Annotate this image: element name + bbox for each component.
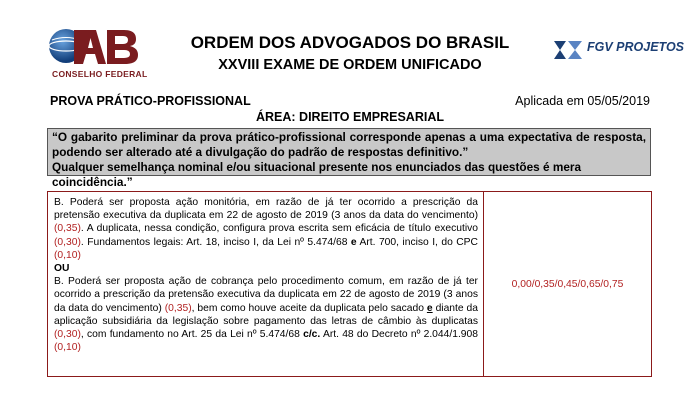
fgv-logo-text: FGV PROJETOS: [587, 40, 685, 54]
points-label: (0,10): [54, 249, 81, 261]
answer-option-monitoria: B. Poderá ser proposta ação monitória, em razão de já ter ocorrido a prescrição da pretensão executiva da duplicata em 22 de agosto de 2019 (3 anos da data do vencimento) (0,35). A duplicata, nessa condição, configura prova escrita sem eficácia de título executivo (0,30). Fundamentos legais: Art. 18, inciso I, da Lei nº 5.474/68 e Art. 700, inciso I, do CPC (0,10): [54, 197, 478, 261]
answer-option-cobranca: B. Poderá ser proposta ação de cobrança pelo procedimento comum, em razão de já ter ocorrido a prescrição da pretensão executiva da duplicata em 22 de agosto de 2019 (3 anos da data do vencimento) (0,35), bem como houve aceite da duplicata pelo sacado e diante da aplicação subsidiária da legislação sobre pagamento das letras de câmbio às duplicatas (0,30), com fundamento no Art. 25 da Lei nº 5.474/68 c/c. Art. 48 do Decreto nº 2.044/1.908 (0,10): [54, 276, 478, 354]
score-distribution: 0,00/0,35/0,45/0,65/0,75: [511, 278, 624, 290]
disclaimer-line: Qualquer semelhança nominal e/ou situacional presente nos enunciados das questões é mera coincidência.”: [52, 160, 582, 189]
disclaimer-line: podendo ser alterado até a divulgação do padrão de respostas definitivo.”: [52, 145, 469, 159]
page-header: [0, 0, 700, 90]
exam-date: Aplicada em 05/05/2019: [515, 94, 650, 108]
or-separator: OU: [54, 263, 70, 275]
exam-type: PROVA PRÁTICO-PROFISSIONAL: [50, 94, 251, 108]
oab-subtitle: CONSELHO FEDERAL: [52, 69, 148, 79]
points-label: (0,30): [54, 236, 81, 248]
points-label: (0,35): [164, 302, 192, 314]
answer-table: [47, 191, 652, 377]
disclaimer-box: [47, 128, 651, 189]
answer-text-cell: [48, 192, 484, 376]
exam-area: ÁREA: DIREITO EMPRESARIAL: [256, 110, 444, 124]
exam-title: XXVIII EXAME DE ORDEM UNIFICADO: [218, 57, 482, 73]
institution-title: ORDEM DOS ADVOGADOS DO BRASIL: [190, 33, 510, 52]
disclaimer-line: “O gabarito preliminar da prova prático-profissional corresponde apenas a uma expectativa de resposta,: [52, 130, 646, 144]
score-cell: [484, 192, 651, 376]
points-label: (0,35): [54, 223, 81, 235]
points-label: (0,30): [54, 329, 81, 341]
points-label: (0,10): [54, 342, 81, 354]
